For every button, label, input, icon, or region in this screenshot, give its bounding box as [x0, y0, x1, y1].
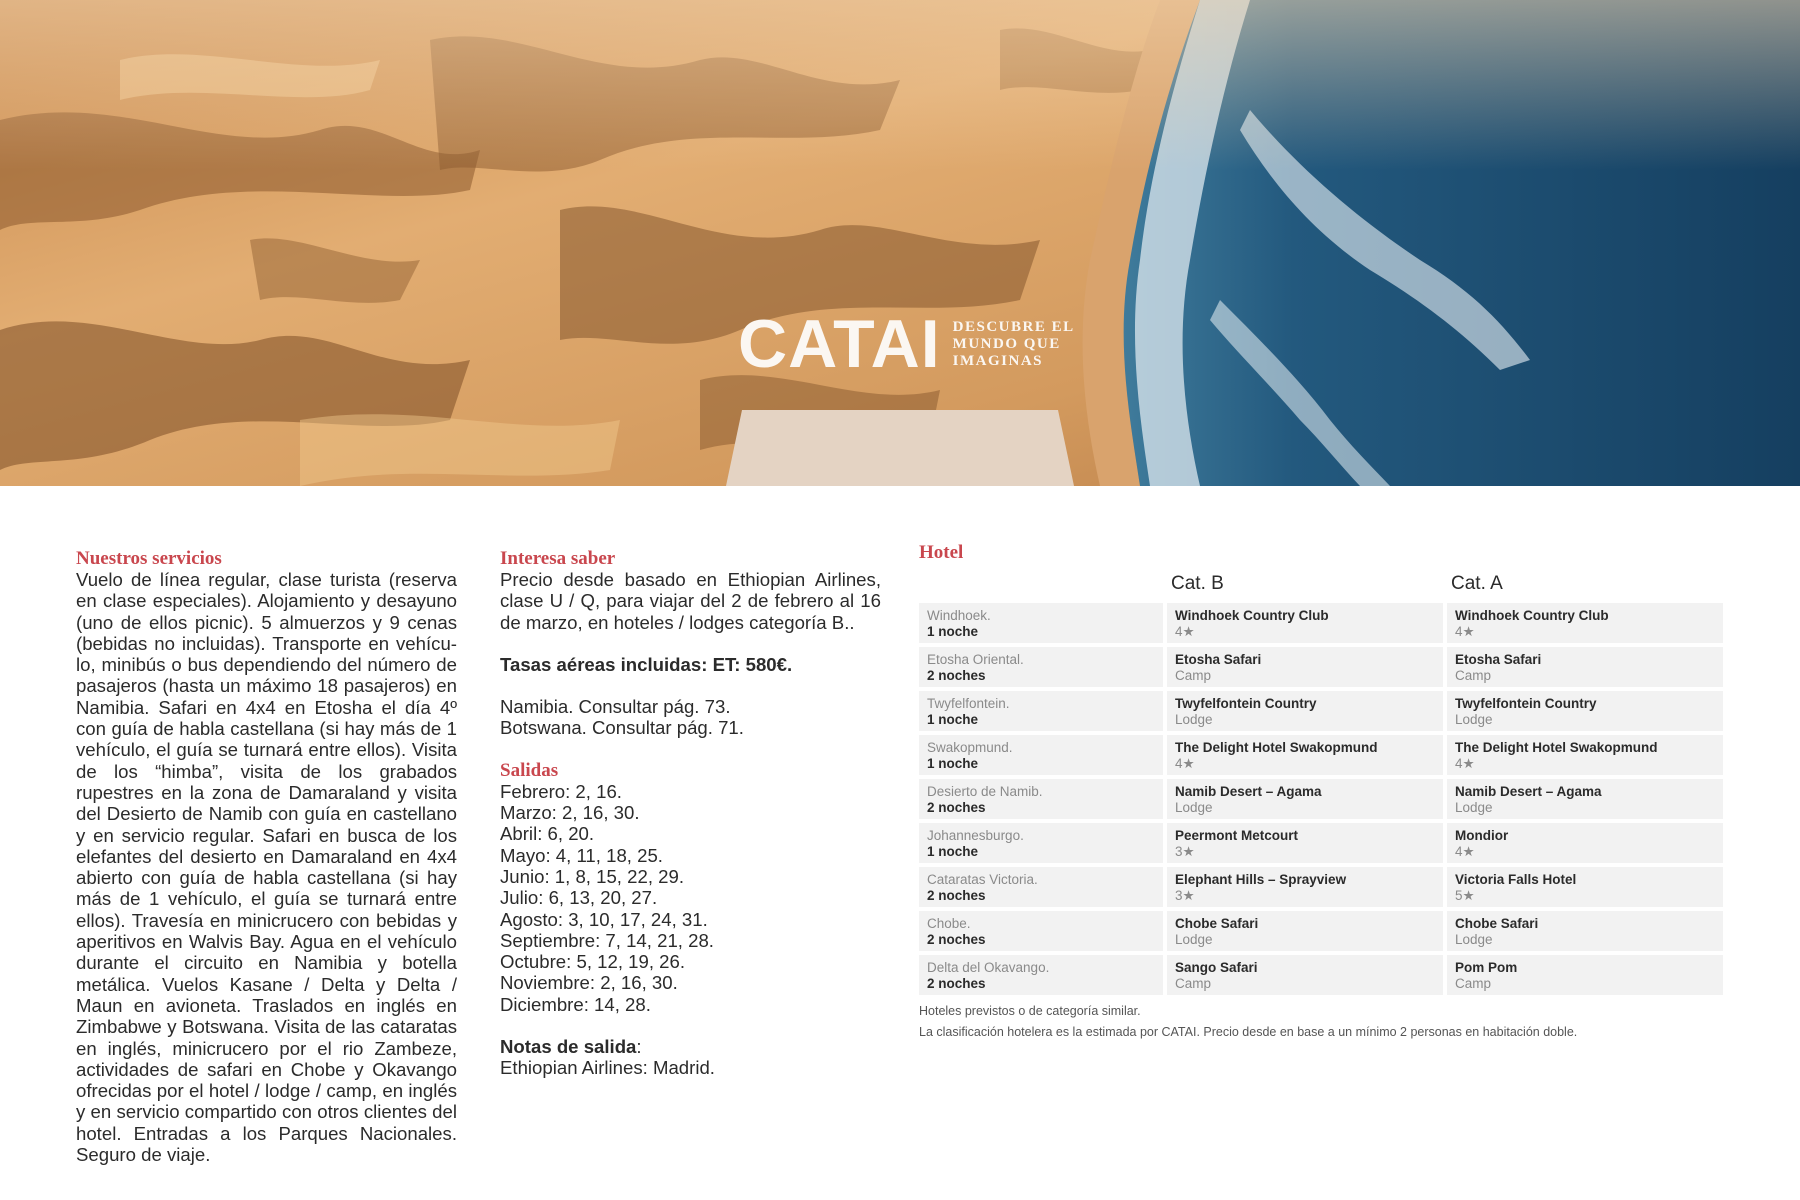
hotel-cat-b-cell [1167, 779, 1443, 819]
hotel-cat-a-cell [1447, 603, 1723, 643]
info-text: Precio desde basado en Ethiopian Airlines, clase U / Q, para viajar del 2 de febrero al 16 de marzo, en hoteles / lodges categoría B.. [500, 569, 881, 633]
catai-logo [738, 306, 1075, 382]
hotel-name: Elephant Hills – Sprayview [1175, 872, 1347, 888]
hotel-name: Pom Pom [1455, 960, 1518, 976]
hotel-note-2: La clasificación hotelera es la estimada por CATAI. Precio desde en base a un mínimo 2 personas en habitación doble. [919, 1025, 1578, 1040]
nights-count: 1 noche [927, 711, 979, 727]
hotel-note-1: Hoteles previstos o de categoría similar. [919, 1004, 1141, 1019]
hotel-row [919, 823, 1723, 863]
hotel-row [919, 867, 1723, 907]
location-name: Etosha Oriental. [927, 652, 1024, 668]
hotel-rating: Camp [1175, 667, 1212, 683]
category-a-label: Cat. A [1451, 573, 1503, 595]
hotel-row [919, 735, 1723, 775]
hotel-name: Etosha Safari [1175, 652, 1262, 668]
departure-item: Marzo: 2, 16, 30. [500, 802, 640, 824]
hotel-name: Victoria Falls Hotel [1455, 872, 1577, 888]
hotel-location-cell [919, 691, 1163, 731]
departure-item: Febrero: 2, 16. [500, 780, 622, 802]
hotel-cat-a-cell [1447, 735, 1723, 775]
category-b-label: Cat. B [1171, 573, 1224, 595]
location-name: Johannesburgo. [927, 828, 1024, 844]
hotel-rating: 3★ [1175, 887, 1195, 903]
hotel-cat-a-cell [1447, 867, 1723, 907]
hotel-name: Chobe Safari [1455, 916, 1539, 932]
hotel-rating: 4★ [1175, 623, 1195, 639]
hotel-row [919, 691, 1723, 731]
hotel-row [919, 779, 1723, 819]
location-name: Swakopmund. [927, 740, 1013, 756]
departures-list [500, 781, 881, 1015]
hero-image [0, 0, 1800, 486]
hotel-name: Namib Desert – Agama [1455, 784, 1602, 800]
hotel-cat-b-cell [1167, 735, 1443, 775]
hotel-row [919, 647, 1723, 687]
hotel-name: Chobe Safari [1175, 916, 1259, 932]
hotel-rating: 5★ [1455, 887, 1475, 903]
hotel-cat-b-cell [1167, 691, 1443, 731]
hotel-category-header [919, 573, 1723, 603]
hotel-cat-b-cell [1167, 823, 1443, 863]
hotel-row [919, 603, 1723, 643]
services-section [76, 548, 457, 1165]
departure-item: Julio: 6, 13, 20, 27. [500, 887, 658, 909]
hotel-location-cell [919, 823, 1163, 863]
hotel-name: Namib Desert – Agama [1175, 784, 1322, 800]
hotel-cat-a-cell [1447, 691, 1723, 731]
desert-coast-photo [0, 0, 1800, 486]
nights-count: 2 noches [927, 887, 986, 903]
location-name: Twyfelfontein. [927, 696, 1010, 712]
hotel-cat-a-cell [1447, 955, 1723, 995]
hotel-cat-b-cell [1167, 647, 1443, 687]
hotel-location-cell [919, 911, 1163, 951]
hotel-section [919, 542, 1723, 1043]
hotel-cat-a-cell [1447, 647, 1723, 687]
hotel-title: Hotel [919, 542, 964, 563]
departure-item: Mayo: 4, 11, 18, 25. [500, 844, 663, 866]
departure-item: Septiembre: 7, 14, 21, 28. [500, 929, 714, 951]
location-name: Chobe. [927, 916, 971, 932]
departure-notes-colon: : [636, 1036, 642, 1058]
nights-count: 1 noche [927, 755, 979, 771]
hotel-name: Sango Safari [1175, 960, 1258, 976]
hotel-row [919, 911, 1723, 951]
hotel-rating: Lodge [1175, 931, 1213, 947]
hotel-cat-b-cell [1167, 911, 1443, 951]
hotel-cat-b-cell [1167, 867, 1443, 907]
info-title: Interesa saber [500, 548, 616, 569]
departures-title: Salidas [500, 759, 559, 781]
hotel-rating: 4★ [1175, 755, 1195, 771]
hotel-rating: Camp [1455, 667, 1492, 683]
departure-item: Noviembre: 2, 16, 30. [500, 972, 678, 994]
taxes-text: Tasas aéreas incluidas: ET: 580€. [500, 653, 793, 675]
hotel-rating: 4★ [1455, 623, 1475, 639]
hotel-row [919, 955, 1723, 995]
hotel-rating: 4★ [1455, 843, 1475, 859]
tagline-line-3: IMAGINAS [952, 352, 1044, 369]
brand-tagline [953, 319, 1075, 370]
hotel-name: Twyfelfontein Country [1455, 696, 1597, 712]
hotel-rating: 3★ [1175, 843, 1195, 859]
departure-item: Octubre: 5, 12, 19, 26. [500, 951, 686, 973]
hotel-location-cell [919, 735, 1163, 775]
hotel-name: Windhoek Country Club [1175, 608, 1329, 624]
departure-item: Agosto: 3, 10, 17, 24, 31. [500, 908, 708, 930]
hotel-rating: Lodge [1455, 711, 1493, 727]
hotel-cat-b-cell [1167, 955, 1443, 995]
departure-item: Junio: 1, 8, 15, 22, 29. [500, 865, 685, 887]
departure-item: Diciembre: 14, 28. [500, 993, 651, 1015]
hotel-cat-b-cell [1167, 603, 1443, 643]
info-section [500, 548, 881, 1079]
ref-namibia: Namibia. Consultar pág. 73. [500, 696, 731, 718]
nights-count: 1 noche [927, 843, 979, 859]
hotel-rating: Lodge [1175, 711, 1213, 727]
tagline-line-2: MUNDO QUE [952, 335, 1061, 352]
hotel-location-cell [919, 779, 1163, 819]
location-name: Cataratas Victoria. [927, 872, 1038, 888]
hotel-location-cell [919, 867, 1163, 907]
departure-notes-text: Ethiopian Airlines: Madrid. [500, 1057, 715, 1079]
nights-count: 1 noche [927, 623, 979, 639]
hotel-name: The Delight Hotel Swakopmund [1175, 740, 1378, 756]
hotel-location-cell [919, 955, 1163, 995]
hotel-notes [919, 1001, 1723, 1043]
ref-botswana: Botswana. Consultar pág. 71. [500, 717, 744, 739]
departure-notes-heading [500, 1036, 881, 1057]
services-text: Vuelo de línea regular, clase turista (reserva en clase especiales). Alojamiento y desayuno (uno de ellos picnic). 5 almuerzos y 9 cenas (bebidas no incluidas). Transporte en vehículo, minibús o bus dependiendo del número de pasajeros (hasta un máximo 18 pasajeros) en Namibia. Safari en 4x4 en Etosha el día 4º con guía de habla castellana (si hay más de 1 vehículo, el guía se turnará entre ellos). Visita de los “himba”, visita de los grabados rupestres en la zona de Damaraland y visita del Desierto de Namib con guía en castellano y en servicio regular. Safari en busca de los elefantes del desierto en Damaraland en 4x4 abierto con guía de habla castellana (si hay más de 1 vehículo, el guía se turnará entre ellos). Travesía en minicrucero con bebidas y aperitivos en Walvis Bay. Agua en el vehículo durante el circuito en Namibia y botella metálica. Vuelos Kasane / Delta y Delta / Maun en avioneta. Traslados en inglés en Zimbabwe y Botswana. Visita de las cataratas en inglés, minicrucero por el rio Zambeze, actividades de safari en Chobe y Okavango ofrecidas por el hotel / lodge / camp, en inglés y en servicio compartido con otros clientes del hotel. Entradas a los Parques Nacionales. Seguro de viaje. [76, 569, 457, 1166]
hotel-name: Peermont Metcourt [1175, 828, 1299, 844]
hotel-name: Etosha Safari [1455, 652, 1542, 668]
hero-tab-shape [726, 410, 1074, 486]
hotel-rating: Lodge [1455, 931, 1493, 947]
location-name: Delta del Okavango. [927, 960, 1050, 976]
nights-count: 2 noches [927, 799, 986, 815]
brand-name: CATAI [738, 306, 941, 382]
hotel-name: Windhoek Country Club [1455, 608, 1609, 624]
nights-count: 2 noches [927, 667, 986, 683]
hotel-table [919, 603, 1723, 995]
hotel-name: Twyfelfontein Country [1175, 696, 1317, 712]
nights-count: 2 noches [927, 931, 986, 947]
hotel-name: Mondior [1455, 828, 1509, 844]
hotel-rating: Camp [1175, 975, 1212, 991]
nights-count: 2 noches [927, 975, 986, 991]
tagline-line-1: DESCUBRE EL [952, 318, 1075, 335]
hotel-rating: Lodge [1175, 799, 1213, 815]
location-name: Desierto de Namib. [927, 784, 1043, 800]
hotel-rating: 4★ [1455, 755, 1475, 771]
departure-notes-title: Notas de salida [500, 1036, 637, 1058]
location-name: Windhoek. [927, 608, 991, 624]
hotel-rating: Camp [1455, 975, 1492, 991]
hotel-location-cell [919, 647, 1163, 687]
hotel-rating: Lodge [1455, 799, 1493, 815]
hotel-cat-a-cell [1447, 823, 1723, 863]
hotel-cat-a-cell [1447, 911, 1723, 951]
departure-item: Abril: 6, 20. [500, 823, 595, 845]
services-title: Nuestros servicios [76, 548, 222, 569]
hotel-name: The Delight Hotel Swakopmund [1455, 740, 1658, 756]
hotel-cat-a-cell [1447, 779, 1723, 819]
hotel-location-cell [919, 603, 1163, 643]
